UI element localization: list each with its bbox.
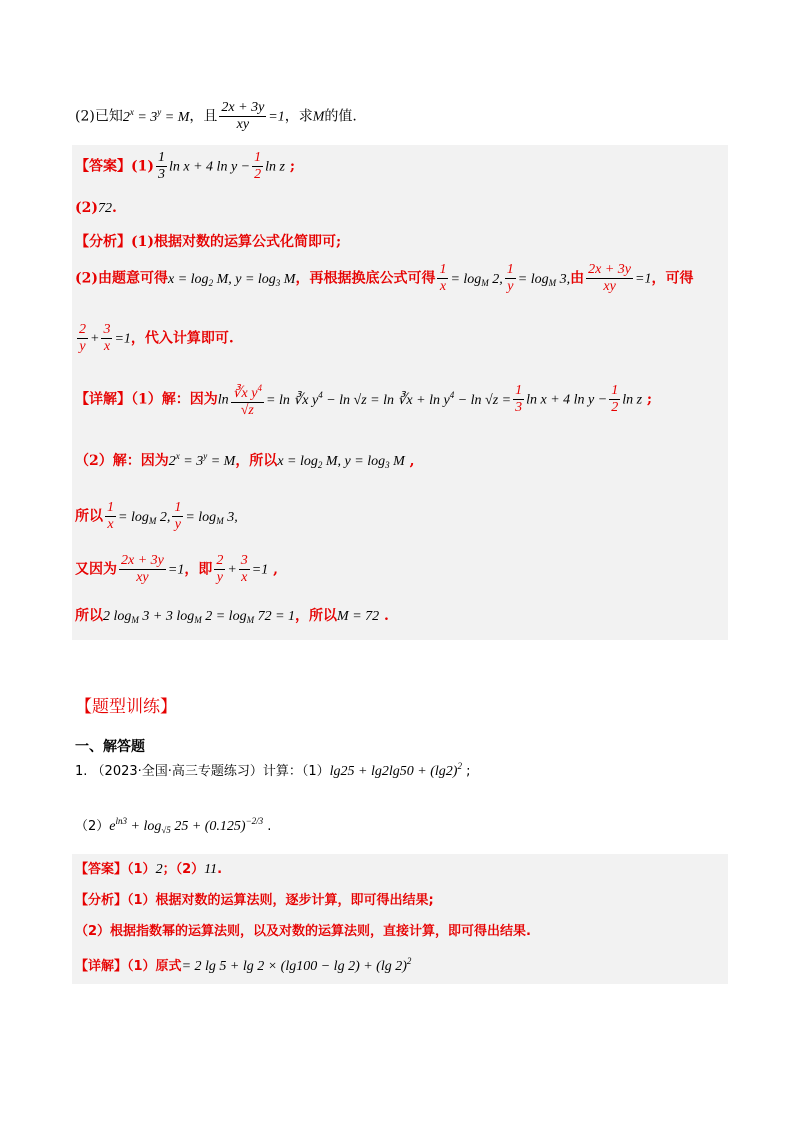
analysis-line-3: $\frac{2}{y}$ + $\frac{3}{x}$ =1，代入计算即可. bbox=[79, 322, 234, 354]
analysis-2b: ，再根据换底公式可得 bbox=[295, 270, 436, 287]
so-1: 所以 bbox=[75, 508, 103, 525]
q1-answer-label: 【答案】 bbox=[75, 862, 128, 877]
analysis-label: 【分析】 bbox=[75, 234, 131, 250]
analysis-2d: ，可得 bbox=[651, 270, 694, 287]
q1-analysis-line-1 bbox=[75, 889, 434, 908]
q2-eq: $2^x = 3^y = M$ bbox=[122, 106, 190, 125]
detail-line-3: 所以 $\frac{1}{x}$ = $\log_M 2$, $\frac{1}{y}$ = $\log_M 3$, bbox=[75, 500, 238, 532]
heading: 一、解答题 bbox=[75, 739, 145, 755]
q1-analysis-label: 【分析】 bbox=[75, 893, 128, 908]
section-title: 【题型训练】 bbox=[75, 697, 177, 717]
q1-detail-label: 【详解】 bbox=[75, 959, 128, 974]
q2-mid: ，且 bbox=[189, 108, 218, 125]
q1-answer-sep: ；（2） bbox=[162, 862, 205, 877]
q1-answer-val-1: 2 bbox=[155, 862, 163, 877]
analysis-2e: ，代入计算即可. bbox=[130, 330, 234, 347]
q1-detail-1: （1）原式 bbox=[127, 959, 182, 974]
analysis-line-1 bbox=[75, 231, 341, 251]
answer-label: 【答案】 bbox=[75, 158, 131, 175]
q1-detail-line: 【详解】（1）原式= 2 lg 5 + lg 2 × (lg100 − lg 2) + (lg 2)$^2$ bbox=[75, 956, 412, 974]
analysis-line-2: (2)由题意可得$x = \log_2 M$, $y = \log_3 M$，再根据换底公式可得 $\frac{1}{x}$ = $\log_M 2$, $\frac{1}{y}$ = $\log_M 3$,由 $\frac{2x + 3y}{xy}$ =1，可得 bbox=[75, 262, 694, 294]
detail-line-5: 所以2 $\log_M 3 + 3$ $\log_M 2 = \log_M 72 = 1$，所以M = 72 . bbox=[75, 608, 389, 625]
q2-frac: $\frac{2x + 3y}{xy}$ bbox=[221, 100, 265, 132]
answer-2: (2) bbox=[75, 200, 98, 216]
q1-analysis-2: （2）根据指数幂的运算法则，以及对数的运算法则，直接计算，即可得出结果. bbox=[75, 924, 531, 939]
q2-suffix: ，求 bbox=[284, 108, 313, 125]
also-because: 又因为 bbox=[75, 561, 117, 578]
question-1-part2: $(2)e^{ln3} + \log_{√5} 25 + (0.125)^{-2/3}$ . bbox=[75, 816, 272, 835]
q1-source: （2023·全国·高三专题练习）计算：（1） bbox=[91, 764, 330, 779]
detail-line-4: 又因为 $\frac{2x + 3y}{xy}$ =1，即 $\frac{2}{y}$ + $\frac{3}{x}$ =1 , bbox=[75, 553, 278, 585]
so-2: 所以 bbox=[75, 608, 103, 624]
analysis-1: (1)根据对数的运算公式化简即可; bbox=[131, 234, 342, 250]
q1-analysis-1: （1）根据对数的运算法则，逐步计算，即可得出结果; bbox=[127, 893, 434, 908]
detail-1: （1）解：因为 bbox=[131, 391, 218, 408]
detail-2b: ，所以 bbox=[235, 453, 278, 469]
q2-end: 的值. bbox=[324, 108, 357, 125]
answer-line-1: 【答案】(1) $\frac{1}{3}$ ln x + 4 ln y − $\frac{1}{2}$ ln z ; bbox=[75, 150, 295, 182]
analysis-2a: (2)由题意可得 bbox=[75, 270, 168, 287]
answer-line-2: (2)72. bbox=[75, 200, 117, 216]
q1-answer-text-1: （1） bbox=[127, 862, 156, 877]
detail-label: 【详解】 bbox=[75, 391, 131, 408]
question-2-line: (2)已知$2^x = 3^y = M$，且 $\frac{2x + 3y}{xy}$ =1，求M的值. bbox=[75, 100, 357, 132]
q1-number: 1. bbox=[75, 764, 88, 779]
q1-answer-val-2: 11 bbox=[204, 862, 218, 877]
analysis-2c: 由 bbox=[570, 270, 585, 287]
answer-1-prefix: (1) bbox=[131, 158, 154, 175]
answer-2-value: 72 bbox=[98, 201, 112, 216]
q2-prefix: (2)已知 bbox=[75, 108, 123, 125]
detail-line-2: （2）解：因为$2^x = 3^y = M$，所以$x = \log_2 M$, $y = \log_3 M$ , bbox=[75, 451, 415, 470]
ie: ，即 bbox=[184, 561, 213, 578]
question-1-line: 1. （2023·全国·高三专题练习）计算：$(1)\lg 25 + \lg 2\lg 50 + (\lg 2)^2$ ; bbox=[75, 761, 471, 779]
q1-answer-line: 【答案】（1）2；（2）11. bbox=[75, 862, 223, 877]
q1-analysis-line-2 bbox=[75, 920, 531, 939]
detail-2a: （2）解：因为 bbox=[75, 453, 169, 469]
q1-part2: （2） bbox=[75, 819, 110, 834]
so-3: ，所以 bbox=[295, 608, 338, 624]
detail-line-1: 【详解】（1）解：因为ln $\frac{∛x y^4}{√z}$ = ln ∛x $y^4 - \ln √z = \ln$ ∛x + $\ln y^4 - \ln √z$ = $\frac{1}{3}$ ln x + 4 ln y − $\frac{1}{2}$ ln z ; bbox=[75, 380, 652, 419]
